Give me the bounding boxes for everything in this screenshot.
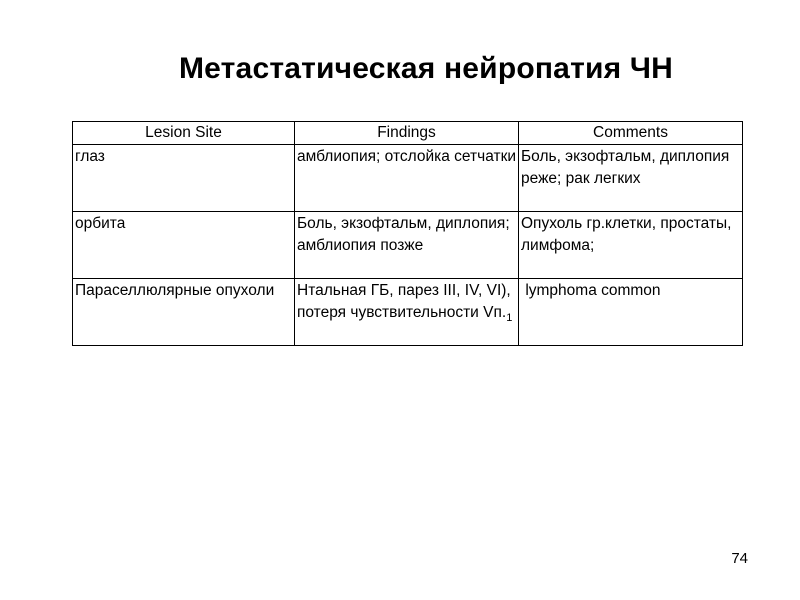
cell-comments: lymphoma common xyxy=(519,279,743,346)
cell-comments: Боль, экзофтальм, диплопия реже; рак легких xyxy=(519,145,743,212)
cell-site: глаз xyxy=(73,145,295,212)
slide-title: Метастатическая нейропатия ЧН xyxy=(178,52,673,85)
table-row xyxy=(73,279,743,346)
header-comments: Comments xyxy=(519,122,743,145)
table-header-row xyxy=(73,122,743,145)
lesion-table xyxy=(72,121,743,346)
cell-findings xyxy=(295,279,519,346)
page-number: 74 xyxy=(731,550,748,567)
cell-comments: Опухоль гр.клетки, простаты, лимфома; xyxy=(519,212,743,279)
cell-site: орбита xyxy=(73,212,295,279)
header-lesion-site: Lesion Site xyxy=(73,122,295,145)
table-row xyxy=(73,145,743,212)
cell-site: Параселлюлярные опухоли xyxy=(73,279,295,346)
cell-findings-subscript: 1 xyxy=(506,312,513,325)
cell-findings-text: Нтальная ГБ, парез III, IV, VI), потеря чувствительности Vп. xyxy=(297,282,511,321)
header-findings: Findings xyxy=(295,122,519,145)
cell-findings: Боль, экзофтальм, диплопия; амблиопия позже xyxy=(295,212,519,279)
table-row xyxy=(73,212,743,279)
cell-findings: амблиопия; отслойка сетчатки xyxy=(295,145,519,212)
